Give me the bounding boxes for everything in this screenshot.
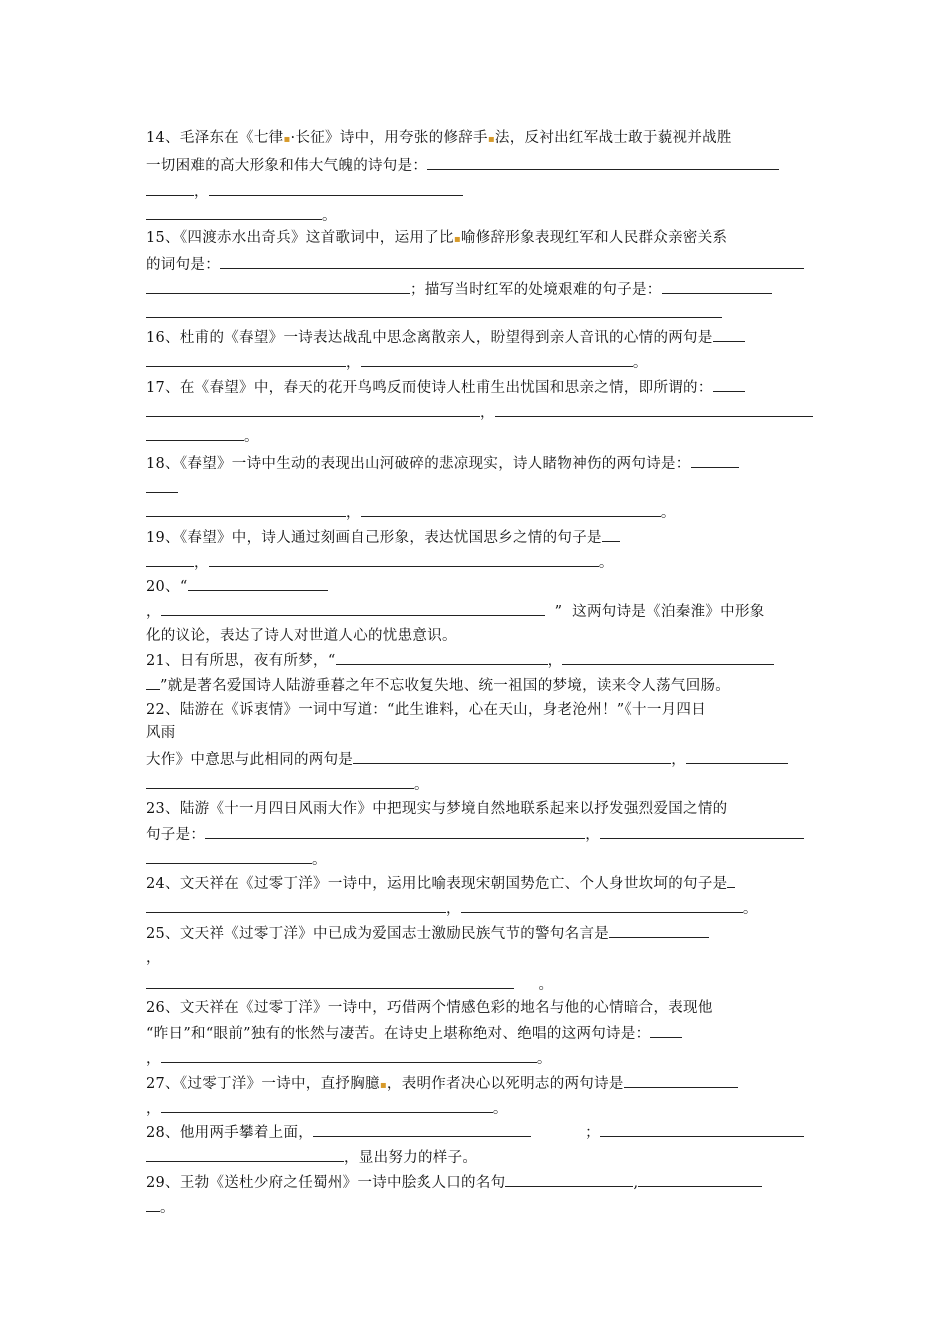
answer-blank[interactable]	[336, 650, 548, 665]
q14-line-1: 14、毛泽东在《七律▪·长征》诗中，用夸张的修辞手▪法，反衬出红军战士敢于藐视并战胜	[146, 130, 732, 146]
answer-blank[interactable]	[146, 774, 414, 789]
answer-blank[interactable]	[361, 352, 633, 367]
q16-line-1: 16、杜甫的《春望》一诗表达战乱中思念离散亲人，盼望得到亲人音讯的心情的两句是	[146, 327, 745, 348]
q15-line-1: 15、《四渡赤水出奇兵》这首歌词中，运用了比▪喻修辞形象表现红军和人民群众亲密关系	[146, 230, 728, 246]
answer-blank[interactable]	[146, 974, 514, 989]
answer-blank[interactable]	[146, 426, 244, 441]
answer-blank[interactable]	[602, 527, 620, 542]
answer-blank[interactable]	[624, 1073, 738, 1088]
answer-blank[interactable]	[146, 1197, 160, 1212]
q14-line-4: 。	[146, 205, 337, 226]
highlight-mark: ▪	[283, 134, 291, 145]
answer-blank[interactable]	[146, 552, 194, 567]
q21-line-1: 21、日有所思，夜有所梦，“ ，	[146, 650, 774, 671]
answer-blank[interactable]	[713, 377, 745, 392]
answer-blank[interactable]	[146, 1147, 344, 1162]
answer-blank[interactable]	[361, 502, 661, 517]
answer-blank[interactable]	[691, 453, 739, 468]
q20-line-3: 化的议论，表达了诗人对世道人心的忧患意识。	[146, 628, 457, 644]
answer-blank[interactable]	[146, 898, 446, 913]
highlight-mark: ▪	[453, 234, 461, 245]
answer-blank[interactable]	[662, 279, 772, 294]
answer-blank[interactable]	[146, 849, 312, 864]
answer-blank[interactable]	[562, 650, 774, 665]
q16-line-2: ， 。	[146, 352, 648, 373]
q15-line-3: ；描写当时红军的处境艰难的句子是：	[146, 279, 772, 300]
q27-line-1: 27、《过零丁洋》一诗中，直抒胸臆▪，表明作者决心以死明志的两句诗是	[146, 1073, 738, 1096]
answer-blank[interactable]	[146, 303, 722, 318]
answer-blank[interactable]	[188, 576, 328, 591]
answer-blank[interactable]	[209, 552, 599, 567]
q25-line-3: 。	[146, 974, 553, 995]
q14-line-2: 一切困难的高大形象和伟大气魄的诗句是：	[146, 155, 779, 176]
q15-line-2: 的词句是：	[146, 254, 804, 275]
q14-line-3: ，	[146, 181, 463, 202]
q29-line-2: 。	[146, 1197, 175, 1218]
q25-line-1: 25、文天祥《过零丁洋》中已成为爱国志士激励民族气节的警句名言是	[146, 923, 709, 944]
answer-blank[interactable]	[686, 749, 788, 764]
answer-blank[interactable]	[209, 181, 463, 196]
answer-blank[interactable]	[427, 155, 779, 170]
answer-blank[interactable]	[600, 1122, 804, 1137]
q21-line-2: ”就是著名爱国诗人陆游垂暮之年不忘收复失地、统一祖国的梦境，读来令人荡气回肠。	[146, 675, 730, 696]
answer-blank[interactable]	[146, 502, 346, 517]
highlight-mark: ▪	[487, 134, 495, 145]
q17-line-1: 17、在《春望》中，春天的花开鸟鸣反而使诗人杜甫生出忧国和思亲之情，即所谓的：	[146, 377, 745, 398]
highlight-mark: ▪	[379, 1080, 387, 1091]
q22-line-4: 。	[146, 774, 429, 795]
q15-line-4	[146, 303, 722, 324]
q19-line-2: ， 。	[146, 552, 614, 573]
answer-blank[interactable]	[650, 1023, 682, 1038]
q19-line-1: 19、《春望》中，诗人通过刻画自己形象，表达忧国思乡之情的句子是	[146, 527, 620, 548]
answer-blank[interactable]	[146, 402, 480, 417]
answer-blank[interactable]	[146, 279, 410, 294]
answer-blank[interactable]	[313, 1122, 531, 1137]
q17-line-2: ，	[146, 402, 813, 423]
answer-blank[interactable]	[609, 923, 709, 938]
answer-blank[interactable]	[161, 1098, 493, 1113]
answer-blank[interactable]	[600, 824, 804, 839]
q22-line-2: 风雨	[146, 725, 176, 741]
q28-line-1: 28、他用两手攀着上面， ；	[146, 1122, 804, 1143]
answer-blank[interactable]	[461, 898, 743, 913]
q20-line-2: ， ” 这两句诗是《泊秦淮》中形象	[146, 601, 765, 622]
q29-line-1: 29、王勃《送杜少府之任蜀州》一诗中脍炙人口的名句 ,	[146, 1172, 762, 1193]
q23-line-3: 。	[146, 849, 327, 870]
q22-line-3: 大作》中意思与此相同的两句是 ，	[146, 749, 788, 770]
q28-line-2: ，显出努力的样子。	[146, 1147, 477, 1168]
answer-blank[interactable]	[220, 254, 804, 269]
answer-blank[interactable]	[161, 601, 545, 616]
answer-blank[interactable]	[146, 352, 346, 367]
q27-line-2: ， 。	[146, 1098, 508, 1119]
answer-blank[interactable]	[146, 181, 194, 196]
answer-blank[interactable]	[146, 205, 322, 220]
answer-blank[interactable]	[505, 1172, 633, 1187]
answer-blank[interactable]	[353, 749, 671, 764]
q26-line-2: “昨日”和“眼前”独有的怅然与凄苦。在诗史上堪称绝对、绝唱的这两句诗是：	[146, 1023, 682, 1044]
q23-line-1: 23、陆游《十一月四日风雨大作》中把现实与梦境自然地联系起来以抒发强烈爱国之情的	[146, 801, 728, 817]
answer-blank[interactable]	[495, 402, 813, 417]
q18-line-1: 18、《春望》一诗中生动的表现出山河破碎的悲凉现实，诗人睹物神伤的两句诗是：	[146, 453, 739, 474]
answer-blank[interactable]	[638, 1172, 762, 1187]
q20-line-1: 20、“	[146, 576, 328, 597]
q24-line-1: 24、文天祥在《过零丁洋》一诗中，运用比喻表现宋朝国势危亡、个人身世坎坷的句子是	[146, 873, 735, 894]
q18-line-2	[146, 478, 178, 499]
q26-line-1: 26、文天祥在《过零丁洋》一诗中，巧借两个情感色彩的地名与他的心情暗合，表现他	[146, 1000, 713, 1016]
q25-line-2: ，	[146, 950, 161, 966]
answer-blank[interactable]	[146, 478, 178, 493]
q17-line-3: 。	[146, 426, 259, 447]
q26-line-3: ， 。	[146, 1048, 552, 1069]
answer-blank[interactable]	[713, 327, 745, 342]
answer-blank[interactable]	[146, 675, 160, 690]
q24-line-2: ， 。	[146, 898, 758, 919]
q22-line-1: 22、陆游在《诉衷情》一词中写道：“此生谁料，心在天山，身老沧州！”《十一月四日	[146, 702, 707, 718]
q18-line-3: ， 。	[146, 502, 676, 523]
q23-line-2: 句子是： ，	[146, 824, 804, 845]
answer-blank[interactable]	[205, 824, 585, 839]
answer-blank[interactable]	[161, 1048, 537, 1063]
answer-blank[interactable]	[727, 873, 735, 888]
